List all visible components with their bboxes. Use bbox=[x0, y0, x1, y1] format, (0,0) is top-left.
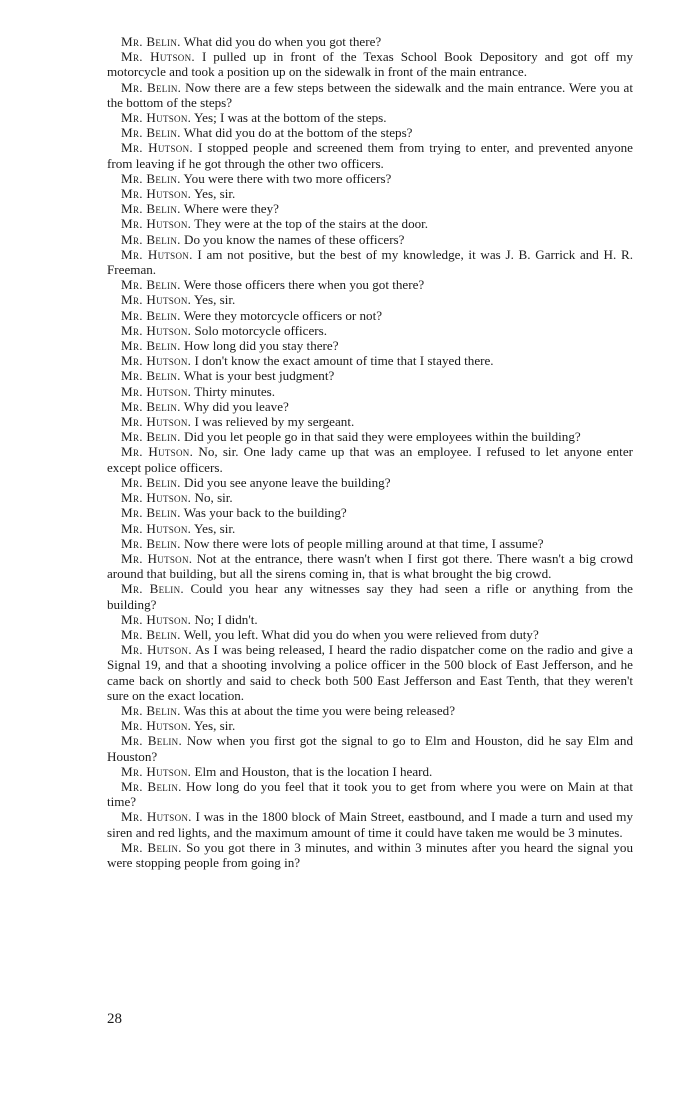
testimony-paragraph bbox=[107, 627, 633, 642]
testimony-paragraph bbox=[107, 171, 633, 186]
testimony-paragraph bbox=[107, 34, 633, 49]
speaker-name: Mr. Hutson. bbox=[121, 490, 192, 506]
testimony-paragraph bbox=[107, 277, 633, 292]
speech-text: So you got there in 3 minutes, and within 3 minutes after you heard the signal you were stopping people from going in? bbox=[107, 839, 634, 870]
speech-text: Yes, sir. bbox=[194, 186, 236, 202]
testimony-paragraph bbox=[107, 201, 633, 216]
testimony-paragraph bbox=[107, 809, 633, 839]
speech-text: Were they motorcycle officers or not? bbox=[183, 307, 383, 323]
page-number: 28 bbox=[107, 1011, 122, 1027]
testimony-paragraph bbox=[107, 186, 633, 201]
speaker-name: Mr. Belin. bbox=[121, 170, 181, 186]
speaker-name: Mr. Hutson. bbox=[121, 353, 192, 369]
speaker-name: Mr. Belin. bbox=[121, 474, 181, 490]
speaker-name: Mr. Hutson. bbox=[121, 611, 192, 627]
testimony-paragraph bbox=[107, 733, 633, 763]
speaker-name: Mr. Belin. bbox=[121, 778, 182, 794]
testimony-paragraph bbox=[107, 779, 633, 809]
speech-text: No, sir. bbox=[194, 490, 233, 506]
testimony-paragraph bbox=[107, 475, 633, 490]
speech-text: How long did you stay there? bbox=[183, 338, 339, 354]
speech-text: Now there are a few steps between the sidewalk and the main entrance. Were you at the bottom of the steps? bbox=[107, 79, 633, 110]
speech-text: Thirty minutes. bbox=[194, 383, 276, 399]
speech-text: Where were they? bbox=[183, 201, 279, 217]
speaker-name: Mr. Belin. bbox=[121, 429, 181, 445]
speaker-name: Mr. Belin. bbox=[121, 505, 181, 521]
testimony-paragraph bbox=[107, 642, 633, 703]
speech-text: Yes, sir. bbox=[194, 292, 236, 308]
testimony-paragraph bbox=[107, 368, 633, 383]
speech-text: As I was being released, I heard the radio dispatcher come on the radio and give a Signal 19, and that a shooting involving a police officer in the 500 block of East Jefferson, and he came back on shortly and said to check both 500 East Jefferson and East Tenth, that they weren't sure on the exact location. bbox=[107, 642, 633, 703]
testimony-paragraph bbox=[107, 840, 633, 870]
speech-text: Yes; I was at the bottom of the steps. bbox=[194, 110, 387, 126]
speech-text: Did you let people go in that said they were employees within the building? bbox=[183, 429, 581, 445]
speaker-name: Mr. Belin. bbox=[121, 581, 184, 597]
testimony-paragraph bbox=[107, 581, 633, 611]
speaker-name: Mr. Hutson. bbox=[121, 140, 193, 156]
speaker-name: Mr. Belin. bbox=[121, 307, 181, 323]
speech-text: What is your best judgment? bbox=[183, 368, 335, 384]
testimony-paragraph bbox=[107, 247, 633, 277]
testimony-paragraph bbox=[107, 140, 633, 170]
speech-text: Could you hear any witnesses say they had seen a rifle or anything from the building? bbox=[107, 581, 633, 612]
testimony-paragraph bbox=[107, 612, 633, 627]
testimony-paragraph bbox=[107, 292, 633, 307]
testimony-paragraph bbox=[107, 353, 633, 368]
speaker-name: Mr. Hutson. bbox=[121, 186, 192, 202]
speech-text: Yes, sir. bbox=[194, 520, 236, 536]
speaker-name: Mr. Hutson. bbox=[121, 718, 192, 734]
speaker-name: Mr. Hutson. bbox=[121, 642, 192, 658]
speaker-name: Mr. Hutson. bbox=[121, 292, 192, 308]
speaker-name: Mr. Belin. bbox=[121, 702, 181, 718]
speaker-name: Mr. Hutson. bbox=[121, 49, 195, 65]
speech-text: I don't know the exact amount of time that I stayed there. bbox=[194, 353, 494, 369]
speech-text: I was in the 1800 block of Main Street, eastbound, and I made a turn and used my siren and red lights, and the maximum amount of time it could have taken me would be 3 minutes. bbox=[107, 809, 634, 840]
testimony-paragraph bbox=[107, 444, 633, 474]
speech-text: Do you know the names of these officers? bbox=[183, 231, 405, 247]
speech-text: What did you do when you got there? bbox=[183, 34, 382, 49]
speech-text: They were at the top of the stairs at the door. bbox=[194, 216, 429, 232]
speech-text: Elm and Houston, that is the location I heard. bbox=[194, 763, 433, 779]
speaker-name: Mr. Hutson. bbox=[121, 246, 193, 262]
speech-text: Well, you left. What did you do when you were relieved from duty? bbox=[183, 626, 539, 642]
speaker-name: Mr. Hutson. bbox=[121, 763, 192, 779]
speech-text: How long do you feel that it took you to get from where you were on Main at that time? bbox=[107, 778, 633, 810]
testimony-paragraph bbox=[107, 49, 633, 79]
testimony-paragraph bbox=[107, 429, 633, 444]
speaker-name: Mr. Hutson. bbox=[121, 520, 192, 536]
testimony-paragraph bbox=[107, 505, 633, 520]
transcript-page bbox=[107, 34, 633, 870]
speech-text: I am not positive, but the best of my knowledge, it was J. B. Garrick and H. R. Freeman. bbox=[107, 246, 633, 278]
testimony-paragraph bbox=[107, 536, 633, 551]
speech-text: Not at the entrance, there wasn't when I first got there. There wasn't a big crowd around that building, but all the sirens coming in, that is what brought the big crowd. bbox=[107, 550, 633, 582]
speaker-name: Mr. Belin. bbox=[121, 626, 181, 642]
speech-text: Now when you first got the signal to go to Elm and Houston, did he say Elm and Houston? bbox=[107, 733, 633, 764]
speech-text: Were those officers there when you got there? bbox=[183, 277, 425, 293]
speaker-name: Mr. Belin. bbox=[121, 398, 181, 414]
speech-text: Solo motorcycle officers. bbox=[194, 322, 327, 338]
speaker-name: Mr. Belin. bbox=[121, 231, 181, 247]
speaker-name: Mr. Hutson. bbox=[121, 110, 192, 126]
speaker-name: Mr. Belin. bbox=[121, 368, 181, 384]
speech-text: Did you see anyone leave the building? bbox=[183, 474, 391, 490]
speech-text: Now there were lots of people milling around at that time, I assume? bbox=[183, 535, 544, 551]
testimony-paragraph bbox=[107, 490, 633, 505]
speech-text: Was this at about the time you were being released? bbox=[183, 702, 456, 718]
testimony-paragraph bbox=[107, 718, 633, 733]
speaker-name: Mr. Hutson. bbox=[121, 322, 192, 338]
speaker-name: Mr. Belin. bbox=[121, 201, 181, 217]
speech-text: No, sir. One lady came up that was an employee. I refused to let anyone enter except police officers. bbox=[107, 444, 633, 475]
speaker-name: Mr. Belin. bbox=[121, 338, 181, 354]
testimony-paragraph bbox=[107, 80, 633, 110]
testimony-paragraph bbox=[107, 232, 633, 247]
speech-text: What did you do at the bottom of the steps? bbox=[183, 125, 413, 141]
speech-text: I stopped people and screened them from trying to enter, and prevented anyone from leaving if he got through the other two officers. bbox=[107, 140, 633, 171]
speaker-name: Mr. Hutson. bbox=[121, 444, 194, 460]
speaker-name: Mr. Hutson. bbox=[121, 383, 192, 399]
speech-text: Yes, sir. bbox=[194, 718, 236, 734]
speaker-name: Mr. Belin. bbox=[121, 535, 181, 551]
speaker-name: Mr. Belin. bbox=[121, 79, 182, 95]
speaker-name: Mr. Hutson. bbox=[121, 414, 192, 430]
testimony-paragraph bbox=[107, 216, 633, 231]
speaker-name: Mr. Belin. bbox=[121, 34, 181, 49]
speaker-name: Mr. Belin. bbox=[121, 125, 181, 141]
speech-text: I pulled up in front of the Texas School Book Depository and got off my motorcycle and took a position up on the sidewalk in front of the main entrance. bbox=[107, 49, 633, 80]
testimony-paragraph bbox=[107, 399, 633, 414]
speech-text: No; I didn't. bbox=[194, 611, 258, 627]
speaker-name: Mr. Belin. bbox=[121, 839, 182, 855]
speaker-name: Mr. Hutson. bbox=[121, 216, 192, 232]
testimony-paragraph bbox=[107, 110, 633, 125]
speech-text: I was relieved by my sergeant. bbox=[194, 414, 355, 430]
testimony-paragraph bbox=[107, 414, 633, 429]
speaker-name: Mr. Belin. bbox=[121, 277, 181, 293]
testimony-paragraph bbox=[107, 125, 633, 140]
speaker-name: Mr. Hutson. bbox=[121, 550, 193, 566]
testimony-paragraph bbox=[107, 764, 633, 779]
testimony-paragraph bbox=[107, 338, 633, 353]
speaker-name: Mr. Hutson. bbox=[121, 809, 192, 825]
testimony-paragraph bbox=[107, 308, 633, 323]
speech-text: You were there with two more officers? bbox=[183, 170, 392, 186]
testimony-paragraph bbox=[107, 323, 633, 338]
speech-text: Was your back to the building? bbox=[183, 505, 347, 521]
testimony-paragraph bbox=[107, 551, 633, 581]
testimony-paragraph bbox=[107, 521, 633, 536]
testimony-paragraph bbox=[107, 703, 633, 718]
speaker-name: Mr. Belin. bbox=[121, 733, 183, 749]
testimony-paragraph bbox=[107, 384, 633, 399]
speech-text: Why did you leave? bbox=[183, 398, 289, 414]
